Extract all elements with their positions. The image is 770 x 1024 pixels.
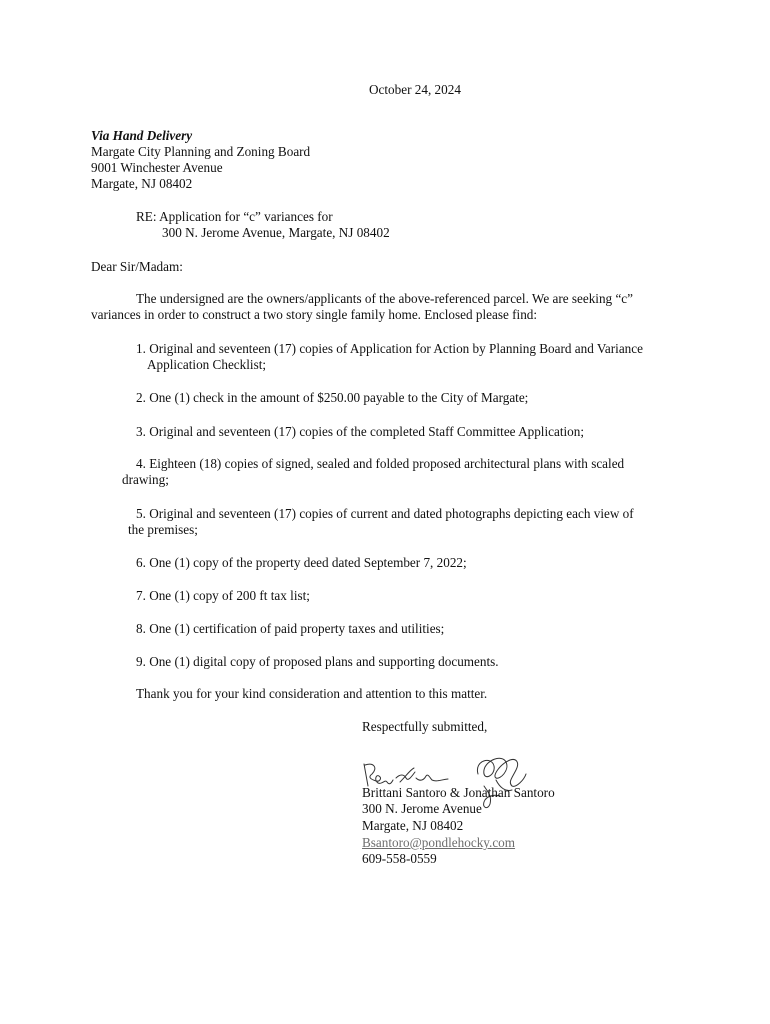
signoff: Respectfully submitted, bbox=[362, 719, 488, 734]
enclosure-item-4: 4. Eighteen (18) copies of signed, sealed and folded proposed architectural plans with scaled bbox=[136, 456, 625, 471]
sender-names: Brittani Santoro & Jonathan Santoro bbox=[362, 785, 555, 800]
enclosure-item-1-cont: Application Checklist; bbox=[147, 357, 267, 372]
salutation: Dear Sir/Madam: bbox=[91, 259, 183, 274]
sender-street: 300 N. Jerome Avenue bbox=[362, 801, 482, 816]
enclosure-item-6: 6. One (1) copy of the property deed dated September 7, 2022; bbox=[136, 555, 467, 570]
enclosure-item-4-cont: drawing; bbox=[122, 472, 169, 487]
delivery-method: Via Hand Delivery bbox=[91, 128, 193, 143]
enclosure-item-9: 9. One (1) digital copy of proposed plans and supporting documents. bbox=[136, 654, 499, 669]
sender-city: Margate, NJ 08402 bbox=[362, 818, 464, 833]
intro-line-2: variances in order to construct a two story single family home. Enclosed please find: bbox=[91, 307, 538, 322]
enclosure-item-8: 8. One (1) certification of paid property taxes and utilities; bbox=[136, 621, 445, 636]
re-line-1: RE: Application for “c” variances for bbox=[136, 209, 333, 224]
closing-thanks: Thank you for your kind consideration and attention to this matter. bbox=[136, 686, 488, 701]
enclosure-item-3: 3. Original and seventeen (17) copies of the completed Staff Committee Application; bbox=[136, 424, 585, 439]
recipient-city: Margate, NJ 08402 bbox=[91, 176, 193, 191]
enclosure-item-5: 5. Original and seventeen (17) copies of current and dated photographs depicting each view of bbox=[136, 506, 634, 521]
recipient-street: 9001 Winchester Avenue bbox=[91, 160, 223, 175]
letter-date: October 24, 2024 bbox=[369, 82, 461, 97]
enclosure-item-5-cont: the premises; bbox=[128, 522, 198, 537]
intro-line-1: The undersigned are the owners/applicants of the above-referenced parcel. We are seeking “c” bbox=[136, 291, 634, 306]
sender-phone: 609-558-0559 bbox=[362, 851, 437, 866]
sender-email-link[interactable]: Bsantoro@pondlehocky.com bbox=[362, 835, 516, 850]
enclosure-item-1: 1. Original and seventeen (17) copies of Application for Action by Planning Board and Variance bbox=[136, 341, 643, 356]
re-line-2: 300 N. Jerome Avenue, Margate, NJ 08402 bbox=[162, 225, 390, 240]
enclosure-item-7: 7. One (1) copy of 200 ft tax list; bbox=[136, 588, 310, 603]
recipient-org: Margate City Planning and Zoning Board bbox=[91, 144, 311, 159]
enclosure-item-2: 2. One (1) check in the amount of $250.00 payable to the City of Margate; bbox=[136, 390, 529, 405]
